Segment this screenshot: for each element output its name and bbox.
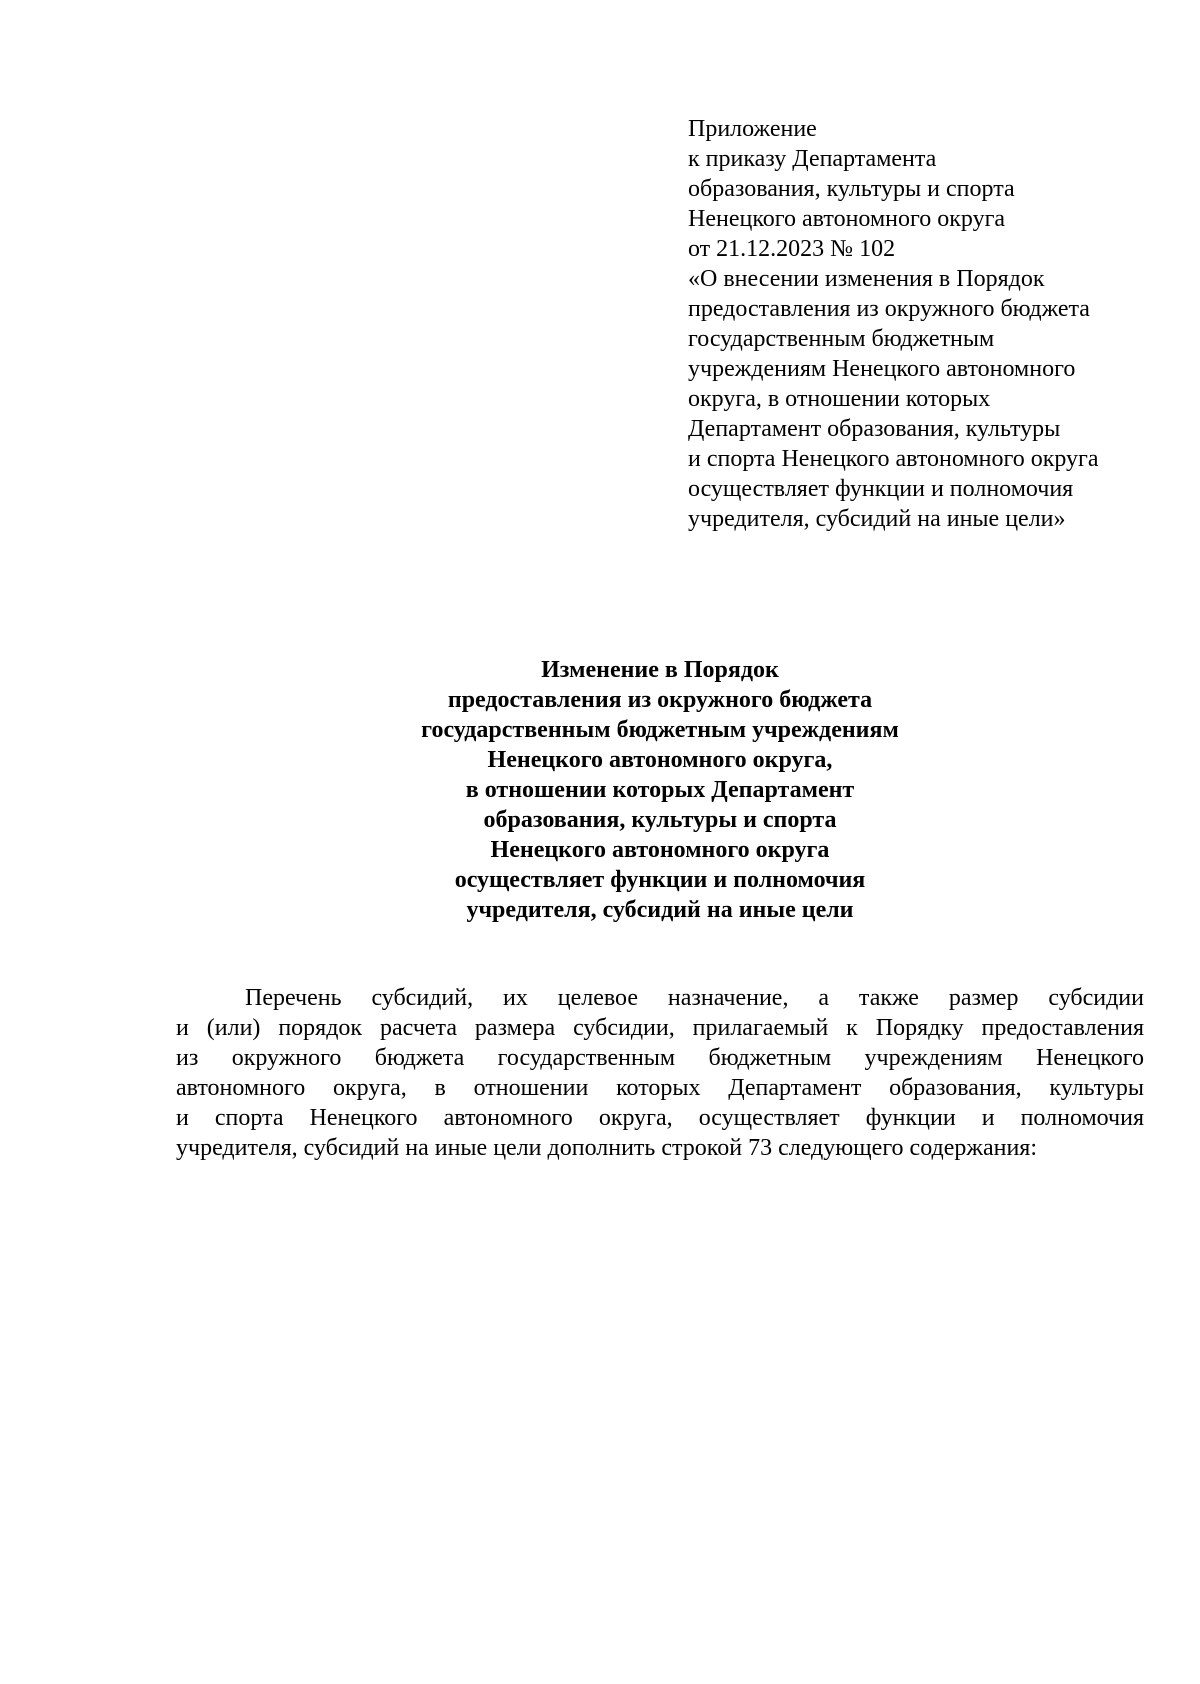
appendix-line: предоставления из окружного бюджета [688,296,1090,322]
paragraph-line: из окружного бюджета государственным бюджетным учреждениям Ненецкого [176,1045,1144,1071]
appendix-line: и спорта Ненецкого автономного округа [688,446,1099,472]
document-title [300,655,1020,925]
appendix-line: Приложение [688,116,817,142]
appendix-line: образования, культуры и спорта [688,176,1015,202]
appendix-line: Ненецкого автономного округа [688,206,1006,232]
paragraph-line: учредителя, субсидий на иные цели дополнить строкой 73 следующего содержания: [176,1135,1038,1161]
title-line: Изменение в Порядок [541,657,779,683]
title-line: осуществляет функции и полномочия [454,867,866,893]
appendix-line: государственным бюджетным [688,326,995,352]
title-line: государственным бюджетным учреждениям [421,717,899,743]
title-line: предоставления из окружного бюджета [447,687,873,713]
body-paragraph [176,983,1144,1163]
paragraph-line: Перечень субсидий, их целевое назначение, а также размер субсидии [245,985,1144,1011]
title-line: учредителя, субсидий на иные цели [466,897,854,923]
appendix-line: «О внесении изменения в Порядок [688,266,1045,292]
appendix-line: округа, в отношении которых [688,386,991,412]
title-line: Ненецкого автономного округа, [487,747,833,773]
appendix-line: Департамент образования, культуры [688,416,1061,442]
paragraph-line: и (или) порядок расчета размера субсидии, прилагаемый к Порядку предоставления [176,1015,1144,1041]
title-line: в отношении которых Департамент [465,777,855,803]
appendix-line: осуществляет функции и полномочия [688,476,1074,502]
paragraph-line: и спорта Ненецкого автономного округа, осуществляет функции и полномочия [176,1105,1144,1131]
appendix-block [688,114,1168,534]
paragraph-line: автономного округа, в отношении которых Департамент образования, культуры [176,1075,1144,1101]
title-line: Ненецкого автономного округа [490,837,830,863]
appendix-line: учреждениям Ненецкого автономного [688,356,1076,382]
appendix-line: от 21.12.2023 № 102 [688,236,896,262]
appendix-line: учредителя, субсидий на иные цели» [688,506,1066,532]
appendix-line: к приказу Департамента [688,146,937,172]
title-line: образования, культуры и спорта [483,807,837,833]
